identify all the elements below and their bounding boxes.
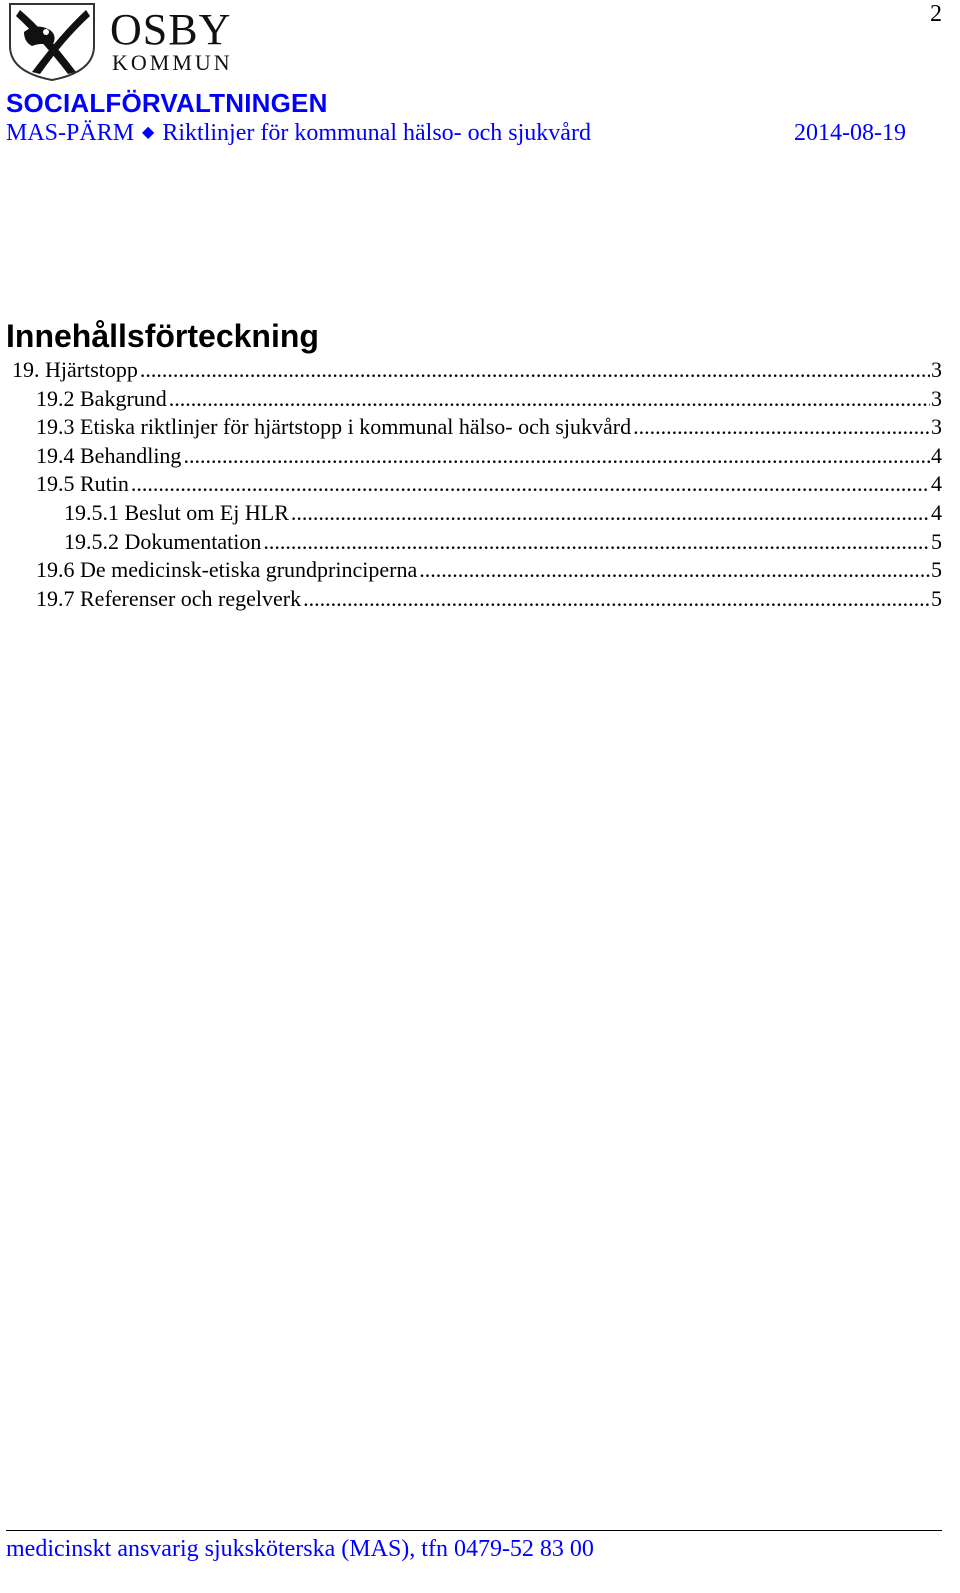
toc-leader-dots xyxy=(131,470,930,499)
footer-text: medicinskt ansvarig sjuksköterska (MAS), tfn 0479-52 83 00 xyxy=(6,1536,594,1562)
page-number: 2 xyxy=(930,1,942,27)
toc-entry-label: 19.5.2 Dokumentation xyxy=(64,528,262,554)
toc-entry[interactable] xyxy=(0,585,942,614)
toc-entry-page: 5 xyxy=(931,528,942,554)
footer-divider xyxy=(6,1530,942,1531)
toc-entry[interactable] xyxy=(0,356,942,385)
toc-leader-dots xyxy=(303,585,930,614)
toc-leader-dots xyxy=(140,356,930,385)
logo-sub: KOMMUN xyxy=(112,50,233,75)
diamond-separator-icon: ◆ xyxy=(142,124,155,141)
toc-leader-dots xyxy=(419,556,930,585)
toc-entry-page: 3 xyxy=(931,385,942,411)
toc-leader-dots xyxy=(263,528,930,557)
toc-entry-page: 5 xyxy=(931,557,942,583)
toc-leader-dots xyxy=(633,413,930,442)
toc-leader-dots xyxy=(291,499,930,528)
toc-entry-label: 19.3 Etiska riktlinjer för hjärtstopp i kommunal hälso- och sjukvård xyxy=(36,414,632,440)
logo-name: OSBY xyxy=(110,5,232,54)
doc-date: 2014-08-19 xyxy=(794,120,906,146)
toc-entry[interactable] xyxy=(0,385,942,414)
toc-entry[interactable] xyxy=(0,528,942,557)
toc-entry-label: 19.5 Rutin xyxy=(36,471,129,497)
toc-entry-page: 3 xyxy=(931,414,942,440)
toc-entry-label: 19.4 Behandling xyxy=(36,442,182,468)
toc-title: Innehållsförteckning xyxy=(6,318,319,354)
toc-entry-label: 19.6 De medicinsk-etiska grundprinciperna xyxy=(36,557,418,583)
toc-entry-page: 4 xyxy=(931,471,942,497)
toc-entry[interactable] xyxy=(0,499,942,528)
toc-leader-dots xyxy=(169,385,930,414)
osby-coat-of-arms-icon xyxy=(6,2,268,82)
toc-entry-label: 19.5.1 Beslut om Ej HLR xyxy=(64,499,289,525)
table-of-contents xyxy=(0,356,942,613)
toc-entry-page: 3 xyxy=(931,357,942,382)
department-title: SOCIALFÖRVALTNINGEN xyxy=(6,88,328,118)
toc-entry-label: 19.7 Referenser och regelverk xyxy=(36,585,302,611)
doc-title: Riktlinjer för kommunal hälso- och sjukvård xyxy=(162,120,591,146)
osby-logo xyxy=(6,2,268,82)
toc-entry[interactable] xyxy=(0,442,942,471)
toc-entry[interactable] xyxy=(0,413,942,442)
toc-entry[interactable] xyxy=(0,470,942,499)
toc-entry-page: 4 xyxy=(931,499,942,525)
toc-entry-page: 5 xyxy=(931,585,942,611)
toc-leader-dots xyxy=(183,442,930,471)
doc-series: MAS-PÄRM xyxy=(6,120,135,146)
toc-entry-page: 4 xyxy=(931,442,942,468)
toc-entry-label: 19. Hjärtstopp xyxy=(12,357,138,382)
toc-entry-label: 19.2 Bakgrund xyxy=(36,385,167,411)
toc-entry[interactable] xyxy=(0,556,942,585)
document-subheader xyxy=(6,118,906,151)
